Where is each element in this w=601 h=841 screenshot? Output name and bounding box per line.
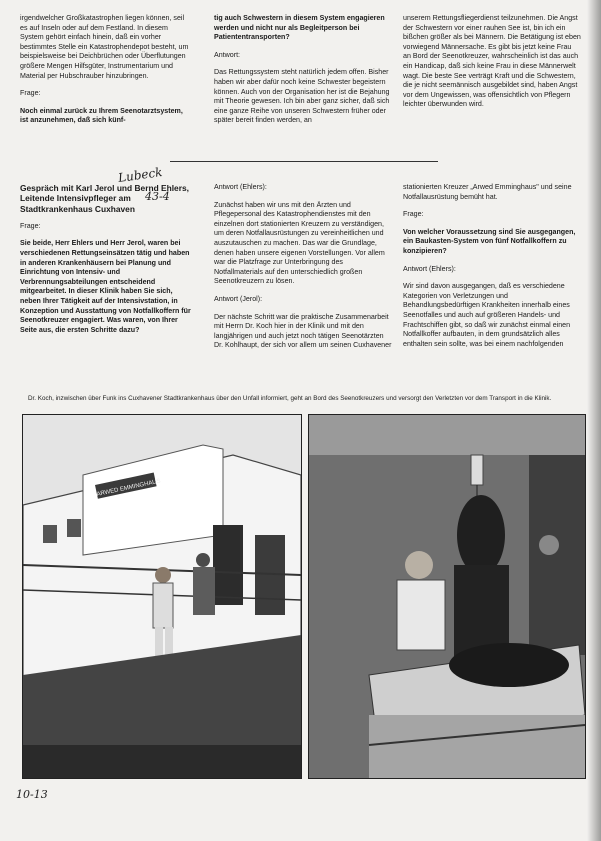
top-column-3 — [403, 14, 581, 118]
top-col1-question-label: Frage: — [20, 89, 41, 98]
section-divider — [170, 161, 438, 162]
col3-text: stationierten Kreuzer „Arwed Emminghaus" und seine Notfallausrüstung bemüht hat. — [403, 183, 572, 201]
patient-treatment-illustration — [309, 415, 585, 778]
a3-label: Antwort (Ehlers): — [403, 264, 456, 273]
top-col2-answer-text: Das Rettungssystem steht natürlich jedem offen. Bisher haben wir aber dafür noch keine Schwester begeistern können. Auch von der Organisation her ist die Bejahung mit Theorie gewesen. Ich bin aber ganz sicher, daß sich eine ganze Reihe von unseren Schwestern früher oder später bereit finden werden, an — [214, 68, 390, 125]
top-col3-paragraph: unserem Rettungsfliegerdienst teilzunehmen. Die Angst der Schwestern vor einer rauhen See ist, bin ich ein bißchen größer als bei Männern. Die Betätigung ist eben vorwiegend Männersache. Es gibt bis jetzt keine Frau an Bord der Seenotkreuzer, wahrscheinlich ist das auch ein Handicap, daß sich keine Frau in diese Männerwelt wagt. Die beste See verträgt Kraft und die Schwestern, die je nicht seemännisch ausgebildet sind, haben Angst vor dem Ungewissen, was offensichtlich von Pflegern leichter überwunden wird. — [403, 14, 581, 109]
q1-text: Sie beide, Herr Ehlers und Herr Jerol, waren bei verschiedenen Rettungseinsätzen tätig und haben in anderen Krankenhäusern bei Planung und Einrichtung von Intensiv- und Verbrennungsabteilungen entscheidend mitgearbeitet. In dieser Klinik haben Sie sich, neben Ihrer Tätigkeit auf der Intensivstation, in Konzeption und Ausstattung von Notfallkoffern für Seenotkreuzer engagiert. Was waren, von Ihrer Seite aus, die ersten Schritte dazu? — [20, 239, 191, 334]
top-column-1 — [20, 14, 190, 134]
interview-column-1 — [20, 183, 195, 343]
top-col2-question-text: tig auch Schwestern in diesem System engagieren werden und nicht nur als Begleitperson bei Patiententransporten? — [214, 14, 385, 42]
interview-column-2 — [214, 183, 392, 359]
photo-patient-treatment — [308, 414, 586, 779]
ship-rescue-illustration — [23, 415, 301, 778]
photo-caption: Dr. Koch, inzwischen über Funk ins Cuxhavener Stadtkrankenhaus über den Unfall informiert, geht an Bord des Seenotkreuzers und versorgt den Verletzten vor dem Transport in die Klinik. — [28, 395, 552, 402]
a1-text: Zunächst haben wir uns mit den Ärzten und Pflegepersonal des Katastrophendienstes mit den einzelnen dort stationierten Kreuzern zu verständigen, um deren Notfallausrüstungen zu vereinheitlichen und auszutauschen zu machen. Das war die Grundlage, denen haben unsere eigenen Vorstellungen. Vor allem war die Platzfrage zur Unterbringung des Notfallmaterials auf den unterschiedlich großen Seenotkreuzern zu lösen. — [214, 200, 385, 286]
top-col1-question-text: Noch einmal zurück zu Ihrem Seenotarztsystem, ist anzunehmen, daß sich künf- — [20, 106, 183, 125]
q2-text: Von welcher Voraussetzung sind Sie ausgegangen, ein Baukasten-System von fünf Notfallkoffern zu konzipieren? — [403, 227, 576, 255]
interview-heading: Gespräch mit Karl Jerol und Bernd Ehlers, Leitende Intensivpfleger am Stadtkrankenhaus Cuxhaven — [20, 183, 189, 214]
top-column-2 — [214, 14, 392, 134]
handwritten-note-1: Lubeck — [117, 164, 164, 186]
a2-text: Der nächste Schritt war die praktische Zusammenarbeit mit Herrn Dr. Koch hier in der Klinik und mit den langjährigen und auch jetzt noch tätigen Seenotärzten Dr. Kohlhaupt, der sich vor allem um seinen Cuxhavener — [214, 312, 392, 350]
photo-ship-rescue — [22, 414, 302, 779]
handwritten-note-2: 43-4 — [145, 190, 170, 203]
top-col2-answer-label: Antwort: — [214, 50, 241, 59]
a2-label: Antwort (Jerol): — [214, 294, 263, 303]
a1-label: Antwort (Ehlers): — [214, 183, 267, 191]
q1-label: Frage: — [20, 221, 41, 230]
page-edge-shadow — [587, 0, 601, 841]
handwritten-footer: 10-13 — [16, 788, 48, 801]
top-col1-paragraph: irgendwelcher Großkatastrophen liegen können, seil es auf Inseln oder auf dem Festland. In diesem System gehört einfach hinein, daß ein vorher bestimmtes Stelle ein Katastrophendepot besteht, um beispielsweise bei Deichbrüchen oder Überflutungen größere Mengen Hilfsgüter, Instrumentarium und Material per Hubschrauber hinzubringen. — [20, 14, 189, 80]
interview-column-3 — [403, 183, 581, 357]
ship-name-label: ARWED EMMINGHAUS — [96, 478, 162, 498]
q2-label: Frage: — [403, 210, 424, 219]
a3-text: Wir sind davon ausgegangen, daß es verschiedene Kategorien von Verletzungen und Behandlungsbedürftigen Krankheiten innerhalb eines Seenotfalles und auch auf größeren Handels- und Frachtschiffen gibt, so daß wir zunächst einmal einen Notfallkoffer aufbauten, in dem grundsätzlich alles enthalten sein sollte, was bei einem nachfolgenden — [403, 282, 571, 348]
